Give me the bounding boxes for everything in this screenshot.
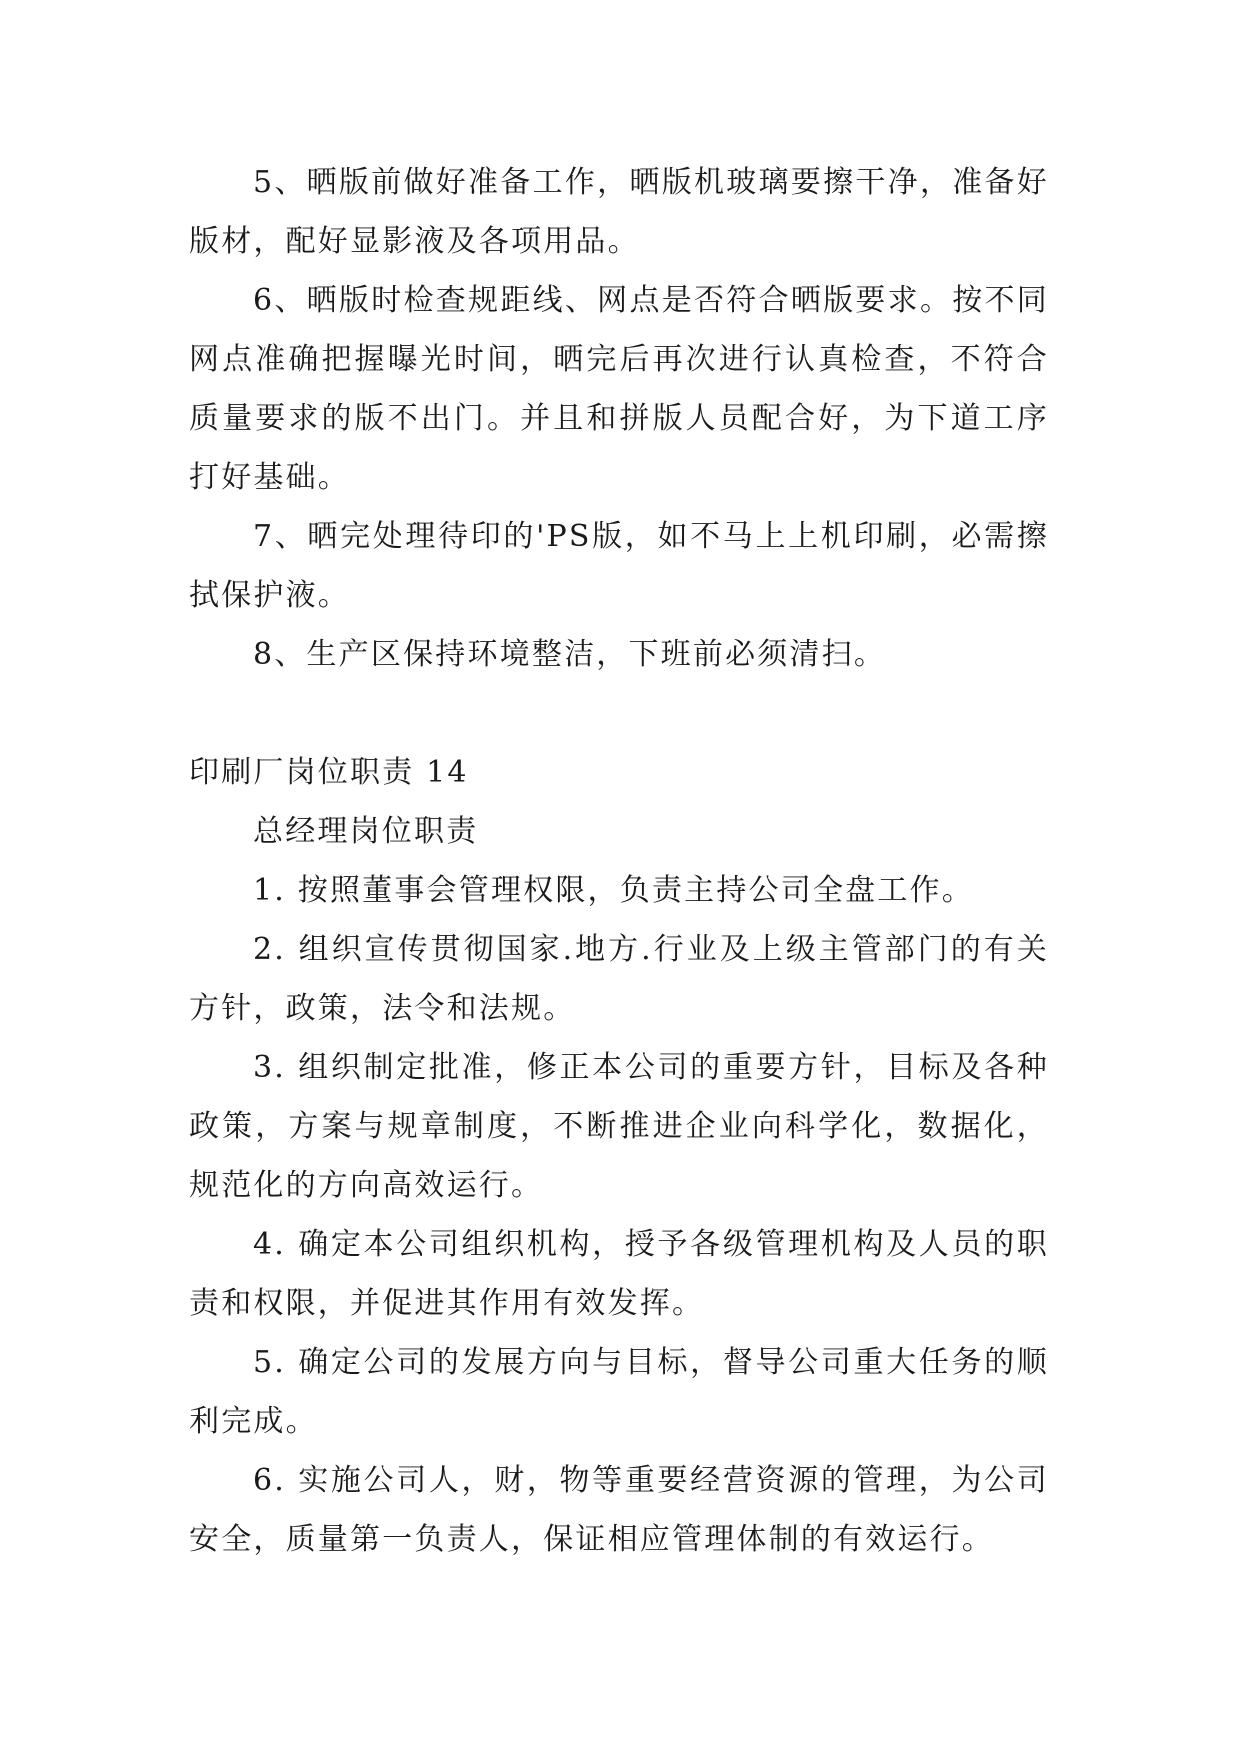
duty-item-4: 4. 确定本公司组织机构，授予各级管理机构及人员的职责和权限，并促进其作用有效发挥。 — [189, 1227, 1049, 1321]
document-body — [189, 153, 1049, 1569]
section-subtitle: 总经理岗位职责 — [253, 814, 479, 849]
paragraph-item-5-prep: 5、晒版前做好准备工作，晒版机玻璃要擦干净，准备好版材，配好显影液及各项用品。 — [189, 165, 1049, 259]
paragraph-item-6-inspection: 6、晒版时检查规距线、网点是否符合晒版要求。按不同网点准确把握曝光时间，晒完后再次进行认真检查，不符合质量要求的版不出门。并且和拼版人员配合好，为下道工序打好基础。 — [189, 283, 1049, 495]
section-spacer — [189, 684, 1049, 743]
paragraph-item-7-ps-plate: 7、晒完处理待印的'PS版，如不马上上机印刷，必需擦拭保护液。 — [189, 519, 1049, 613]
section-title: 印刷厂岗位职责 14 — [189, 755, 469, 790]
duty-item-6: 6. 实施公司人，财，物等重要经营资源的管理，为公司安全，质量第一负责人，保证相应管理体制的有效运行。 — [189, 1463, 1049, 1557]
duty-item-5: 5. 确定公司的发展方向与目标，督导公司重大任务的顺利完成。 — [189, 1345, 1049, 1439]
paragraph-item-8-cleanliness: 8、生产区保持环境整洁，下班前必须清扫。 — [253, 637, 887, 672]
duty-item-2: 2. 组织宣传贯彻国家.地方.行业及上级主管部门的有关方针，政策，法令和法规。 — [189, 932, 1049, 1026]
duty-item-1: 1. 按照董事会管理权限，负责主持公司全盘工作。 — [253, 873, 974, 908]
duty-item-3: 3. 组织制定批准，修正本公司的重要方针，目标及各种政策，方案与规章制度，不断推进企业向科学化，数据化，规范化的方向高效运行。 — [189, 1050, 1049, 1203]
